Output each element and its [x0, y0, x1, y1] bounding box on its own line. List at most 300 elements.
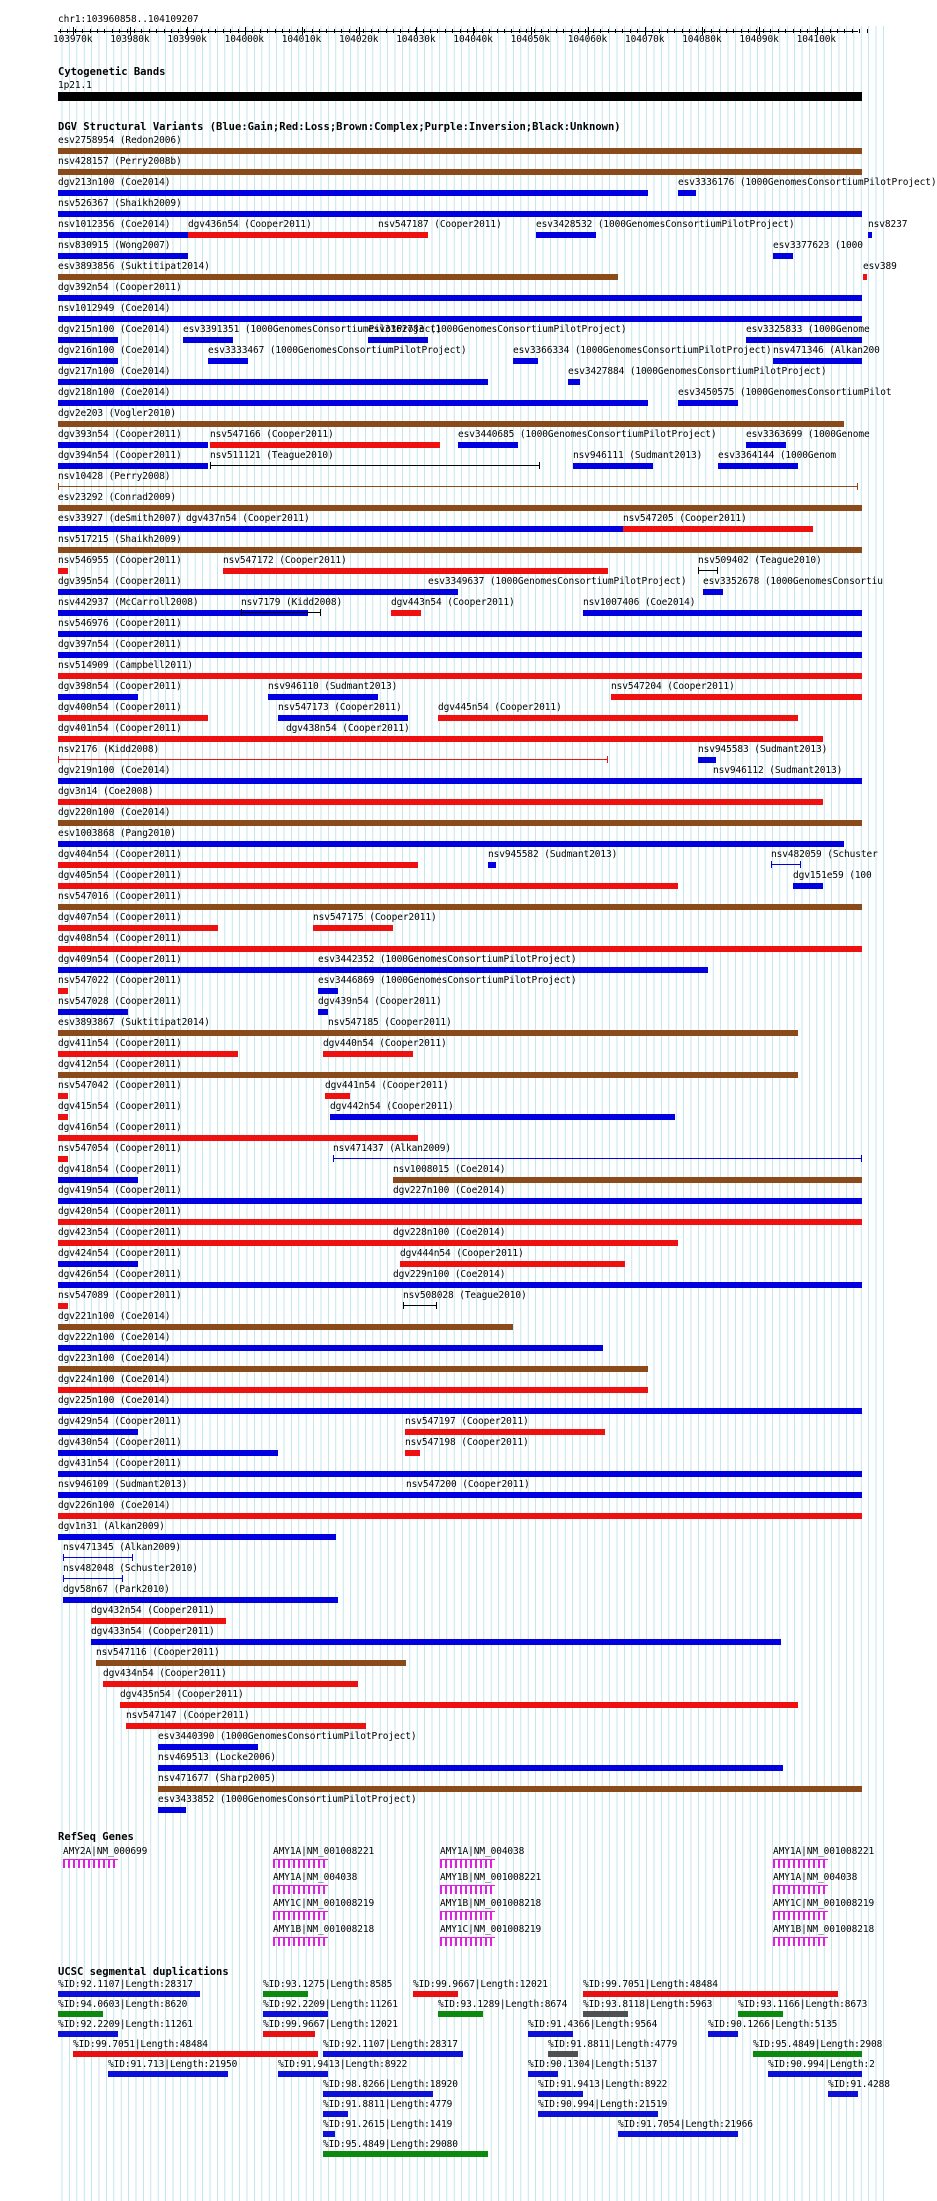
dgv-variant-bar[interactable]	[58, 673, 862, 679]
dgv-variant-bar[interactable]	[698, 570, 718, 571]
dgv-variant-label[interactable]: dgv394n54 (Cooper2011)	[58, 450, 182, 461]
dgv-variant-label[interactable]: nsv945582 (Sudmant2013)	[488, 849, 618, 860]
dgv-variant-bar[interactable]	[323, 1051, 413, 1057]
dgv-track-title[interactable]: DGV Structural Variants (Blue:Gain;Red:Loss;Brown:Complex;Purple:Inversion;Black:Unknown)	[58, 121, 621, 133]
dgv-variant-label[interactable]: dgv393n54 (Cooper2011)	[58, 429, 182, 440]
dgv-variant-label[interactable]: nsv526367 (Shaikh2009)	[58, 198, 182, 209]
dgv-variant-label[interactable]: dgv221n100 (Coe2014)	[58, 1311, 171, 1322]
dgv-variant-bar[interactable]	[58, 631, 862, 637]
dgv-variant-label[interactable]: dgv440n54 (Cooper2011)	[323, 1038, 447, 1049]
refseq-gene-glyph[interactable]	[440, 1859, 495, 1868]
dgv-variant-bar[interactable]	[58, 547, 862, 553]
dgv-variant-label[interactable]: dgv411n54 (Cooper2011)	[58, 1038, 182, 1049]
dgv-variant-label[interactable]: nsv514909 (Campbell2011)	[58, 660, 193, 671]
dgv-variant-bar[interactable]	[403, 1305, 437, 1306]
dgv-variant-label[interactable]: dgv218n100 (Coe2014)	[58, 387, 171, 398]
segdup-label[interactable]: %ID:99.9667|Length:12021	[263, 2019, 398, 2030]
segdup-bar[interactable]	[73, 2051, 318, 2057]
refseq-gene-label[interactable]: AMY1A|NM_004038	[440, 1846, 525, 1857]
dgv-variant-bar[interactable]	[58, 1492, 862, 1498]
dgv-variant-bar[interactable]	[158, 1765, 783, 1771]
refseq-gene-glyph[interactable]	[63, 1859, 118, 1868]
dgv-variant-label[interactable]: esv1003868 (Pang2010)	[58, 828, 177, 839]
dgv-variant-label[interactable]: nsv517215 (Shaikh2009)	[58, 534, 182, 545]
dgv-variant-bar[interactable]	[58, 1009, 128, 1015]
dgv-variant-label[interactable]: nsv1012949 (Coe2014)	[58, 303, 171, 314]
dgv-variant-bar[interactable]	[58, 1093, 68, 1099]
dgv-variant-bar[interactable]	[58, 946, 862, 952]
dgv-variant-label[interactable]: nsv547175 (Cooper2011)	[313, 912, 437, 923]
dgv-variant-label[interactable]: dgv432n54 (Cooper2011)	[91, 1605, 215, 1616]
dgv-variant-bar[interactable]	[120, 1702, 798, 1708]
dgv-variant-label[interactable]: dgv423n54 (Cooper2011)	[58, 1227, 182, 1238]
segdup-label[interactable]: %ID:98.8266|Length:18920	[323, 2079, 458, 2090]
dgv-variant-bar[interactable]	[746, 442, 786, 448]
dgv-variant-bar[interactable]	[58, 505, 862, 511]
segdup-label[interactable]: %ID:94.0603|Length:8620	[58, 1999, 188, 2010]
segdup-label[interactable]: %ID:99.7051|Length:48484	[583, 1979, 718, 1990]
dgv-variant-label[interactable]: dgv409n54 (Cooper2011)	[58, 954, 182, 965]
dgv-variant-bar[interactable]	[793, 883, 823, 889]
dgv-variant-label[interactable]: nsv945583 (Sudmant2013)	[698, 744, 828, 755]
dgv-variant-label[interactable]: nsv1008015 (Coe2014)	[393, 1164, 506, 1175]
dgv-variant-bar[interactable]	[58, 526, 186, 532]
segdup-label[interactable]: %ID:91.8811|Length:4779	[323, 2099, 453, 2110]
dgv-variant-label[interactable]: nsv10428 (Perry2008)	[58, 471, 171, 482]
dgv-variant-bar[interactable]	[58, 820, 862, 826]
dgv-variant-bar[interactable]	[58, 463, 208, 469]
dgv-variant-bar[interactable]	[58, 1198, 862, 1204]
dgv-variant-bar[interactable]	[58, 883, 678, 889]
segdup-track-title[interactable]: UCSC segmental duplications	[58, 1966, 229, 1978]
segdup-label[interactable]: %ID:92.2209|Length:11261	[263, 1999, 398, 2010]
dgv-variant-label[interactable]: dgv441n54 (Cooper2011)	[325, 1080, 449, 1091]
refseq-track-title[interactable]: RefSeq Genes	[58, 1831, 134, 1843]
segdup-bar[interactable]	[263, 1991, 308, 1997]
dgv-variant-bar[interactable]	[698, 757, 716, 763]
dgv-variant-label[interactable]: nsv547042 (Cooper2011)	[58, 1080, 182, 1091]
dgv-variant-bar[interactable]	[58, 379, 488, 385]
dgv-variant-label[interactable]: dgv415n54 (Cooper2011)	[58, 1101, 182, 1112]
dgv-variant-label[interactable]: nsv547028 (Cooper2011)	[58, 996, 182, 1007]
dgv-variant-label[interactable]: dgv442n54 (Cooper2011)	[330, 1101, 454, 1112]
dgv-variant-bar[interactable]	[186, 526, 686, 532]
dgv-variant-label[interactable]: nsv547198 (Cooper2011)	[405, 1437, 529, 1448]
segdup-bar[interactable]	[583, 2011, 628, 2017]
dgv-variant-label[interactable]: esv3336176 (1000GenomesConsortiumPilotProject)	[678, 177, 937, 188]
segdup-label[interactable]: %ID:90.994|Length:2	[768, 2059, 875, 2070]
dgv-variant-label[interactable]: esv3427884 (1000GenomesConsortiumPilotProject)	[568, 366, 827, 377]
dgv-variant-bar[interactable]	[58, 486, 858, 487]
dgv-variant-label[interactable]: nsv547200 (Cooper2011)	[406, 1479, 530, 1490]
dgv-variant-label[interactable]: nsv7179 (Kidd2008)	[241, 597, 343, 608]
dgv-variant-bar[interactable]	[58, 211, 862, 217]
refseq-gene-label[interactable]: AMY1C|NM_001008219	[440, 1924, 542, 1935]
segdup-label[interactable]: %ID:93.1275|Length:8585	[263, 1979, 393, 1990]
dgv-variant-label[interactable]: nsv469513 (Locke2006)	[158, 1752, 277, 1763]
segdup-bar[interactable]	[323, 2151, 488, 2157]
dgv-variant-bar[interactable]	[58, 1282, 862, 1288]
segdup-bar[interactable]	[58, 2011, 103, 2017]
segdup-label[interactable]: %ID:91.9413|Length:8922	[538, 2079, 668, 2090]
refseq-gene-glyph[interactable]	[773, 1911, 828, 1920]
dgv-variant-label[interactable]: nsv830915 (Wong2007)	[58, 240, 171, 251]
dgv-variant-label[interactable]: dgv2e203 (Vogler2010)	[58, 408, 177, 419]
dgv-variant-label[interactable]: esv3893867 (Suktitipat2014)	[58, 1017, 210, 1028]
dgv-variant-label[interactable]: esv3363699 (1000Genome	[746, 429, 870, 440]
dgv-variant-label[interactable]: dgv408n54 (Cooper2011)	[58, 933, 182, 944]
dgv-variant-bar[interactable]	[268, 694, 378, 700]
segdup-bar[interactable]	[528, 2071, 558, 2077]
dgv-variant-bar[interactable]	[58, 988, 68, 994]
dgv-variant-bar[interactable]	[58, 1408, 862, 1414]
dgv-variant-bar[interactable]	[126, 1723, 366, 1729]
dgv-variant-bar[interactable]	[318, 1009, 328, 1015]
refseq-gene-glyph[interactable]	[273, 1885, 328, 1894]
dgv-variant-label[interactable]: dgv1n31 (Alkan2009)	[58, 1521, 165, 1532]
dgv-variant-label[interactable]: nsv547205 (Cooper2011)	[623, 513, 747, 524]
dgv-variant-bar[interactable]	[63, 1557, 133, 1558]
dgv-variant-label[interactable]: dgv229n100 (Coe2014)	[393, 1269, 506, 1280]
dgv-variant-bar[interactable]	[63, 1578, 123, 1579]
dgv-variant-label[interactable]: nsv508028 (Teague2010)	[403, 1290, 527, 1301]
refseq-gene-label[interactable]: AMY1B|NM_001008221	[440, 1872, 542, 1883]
dgv-variant-label[interactable]: dgv404n54 (Cooper2011)	[58, 849, 182, 860]
segdup-bar[interactable]	[263, 2011, 328, 2017]
dgv-variant-bar[interactable]	[58, 442, 208, 448]
dgv-variant-bar[interactable]	[678, 190, 696, 196]
segdup-label[interactable]: %ID:92.1107|Length:28317	[58, 1979, 193, 1990]
dgv-variant-label[interactable]: nsv482048 (Schuster2010)	[63, 1563, 198, 1574]
segdup-bar[interactable]	[438, 2011, 483, 2017]
dgv-variant-label[interactable]: nsv547185 (Cooper2011)	[328, 1017, 452, 1028]
segdup-bar[interactable]	[618, 2131, 738, 2137]
dgv-variant-label[interactable]: dgv444n54 (Cooper2011)	[400, 1248, 524, 1259]
dgv-variant-label[interactable]: nsv946109 (Sudmant2013)	[58, 1479, 188, 1490]
dgv-variant-bar[interactable]	[678, 400, 738, 406]
dgv-variant-label[interactable]: nsv428157 (Perry2008b)	[58, 156, 182, 167]
dgv-variant-bar[interactable]	[58, 1072, 798, 1078]
dgv-variant-bar[interactable]	[325, 1093, 350, 1099]
segdup-bar[interactable]	[58, 1991, 200, 1997]
segdup-label[interactable]: %ID:90.1266|Length:5135	[708, 2019, 838, 2030]
dgv-variant-label[interactable]: nsv509402 (Teague2010)	[698, 555, 822, 566]
dgv-variant-label[interactable]: dgv416n54 (Cooper2011)	[58, 1122, 182, 1133]
dgv-variant-label[interactable]: nsv471437 (Alkan2009)	[333, 1143, 452, 1154]
dgv-variant-label[interactable]: dgv226n100 (Coe2014)	[58, 1500, 171, 1511]
dgv-variant-bar[interactable]	[368, 337, 428, 343]
dgv-variant-label[interactable]: dgv431n54 (Cooper2011)	[58, 1458, 182, 1469]
dgv-variant-bar[interactable]	[58, 358, 118, 364]
dgv-variant-label[interactable]: dgv433n54 (Cooper2011)	[91, 1626, 215, 1637]
refseq-gene-label[interactable]: AMY1C|NM_001008219	[773, 1898, 875, 1909]
dgv-variant-label[interactable]: esv3352678 (1000GenomesConsortiu	[703, 576, 883, 587]
dgv-variant-label[interactable]: esv3377623 (1000	[773, 240, 863, 251]
dgv-variant-bar[interactable]	[333, 1158, 862, 1159]
dgv-variant-label[interactable]: esv2758954 (Redon2006)	[58, 135, 182, 146]
segdup-bar[interactable]	[58, 2031, 118, 2037]
dgv-variant-label[interactable]: esv3366334 (1000GenomesConsortiumPilotProject)	[513, 345, 772, 356]
dgv-variant-bar[interactable]	[868, 232, 872, 238]
dgv-variant-bar[interactable]	[58, 1219, 862, 1225]
dgv-variant-bar[interactable]	[158, 1744, 258, 1750]
dgv-variant-label[interactable]: nsv482059 (Schuster	[771, 849, 878, 860]
segdup-label[interactable]: %ID:93.1289|Length:8674	[438, 1999, 568, 2010]
dgv-variant-bar[interactable]	[58, 1345, 603, 1351]
dgv-variant-bar[interactable]	[91, 1639, 781, 1645]
dgv-variant-bar[interactable]	[623, 526, 813, 532]
dgv-variant-label[interactable]: dgv398n54 (Cooper2011)	[58, 681, 182, 692]
segdup-bar[interactable]	[323, 2111, 348, 2117]
dgv-variant-bar[interactable]	[718, 463, 798, 469]
dgv-variant-bar[interactable]	[703, 589, 723, 595]
dgv-variant-bar[interactable]	[58, 736, 823, 742]
dgv-variant-bar[interactable]	[58, 1135, 418, 1141]
dgv-variant-label[interactable]: nsv547022 (Cooper2011)	[58, 975, 182, 986]
dgv-variant-bar[interactable]	[103, 1681, 358, 1687]
dgv-variant-bar[interactable]	[438, 715, 798, 721]
dgv-variant-label[interactable]: nsv547187 (Cooper2011)	[378, 219, 502, 230]
dgv-variant-bar[interactable]	[278, 715, 408, 721]
dgv-variant-bar[interactable]	[746, 337, 862, 343]
dgv-variant-label[interactable]: esv23292 (Conrad2009)	[58, 492, 177, 503]
dgv-variant-label[interactable]: dgv395n54 (Cooper2011)	[58, 576, 182, 587]
segdup-bar[interactable]	[828, 2091, 858, 2097]
segdup-bar[interactable]	[538, 2091, 583, 2097]
dgv-variant-label[interactable]: dgv435n54 (Cooper2011)	[120, 1689, 244, 1700]
dgv-variant-label[interactable]: dgv227n100 (Coe2014)	[393, 1185, 506, 1196]
dgv-variant-label[interactable]: nsv547204 (Cooper2011)	[611, 681, 735, 692]
segdup-label[interactable]: %ID:93.1166|Length:8673	[738, 1999, 868, 2010]
dgv-variant-label[interactable]: nsv471345 (Alkan2009)	[63, 1542, 182, 1553]
segdup-bar[interactable]	[108, 2071, 228, 2077]
dgv-variant-bar[interactable]	[400, 1261, 625, 1267]
refseq-gene-glyph[interactable]	[773, 1885, 828, 1894]
dgv-variant-bar[interactable]	[771, 864, 801, 865]
dgv-variant-label[interactable]: esv3442352 (1000GenomesConsortiumPilotProject)	[318, 954, 577, 965]
segdup-bar[interactable]	[548, 2051, 578, 2057]
refseq-gene-glyph[interactable]	[440, 1911, 495, 1920]
dgv-variant-label[interactable]: nsv546976 (Cooper2011)	[58, 618, 182, 629]
dgv-variant-label[interactable]: esv3893856 (Suktitipat2014)	[58, 261, 210, 272]
segdup-label[interactable]: %ID:91.2615|Length:1419	[323, 2119, 453, 2130]
segdup-label[interactable]: %ID:95.4849|Length:29080	[323, 2139, 458, 2150]
dgv-variant-label[interactable]: dgv216n100 (Coe2014)	[58, 345, 171, 356]
dgv-variant-label[interactable]: dgv223n100 (Coe2014)	[58, 1353, 171, 1364]
dgv-variant-bar[interactable]	[58, 1177, 138, 1183]
dgv-variant-label[interactable]: dgv224n100 (Coe2014)	[58, 1374, 171, 1385]
refseq-gene-glyph[interactable]	[773, 1859, 828, 1868]
dgv-variant-label[interactable]: nsv442937 (McCarroll2008)	[58, 597, 199, 608]
dgv-variant-bar[interactable]	[58, 316, 862, 322]
dgv-variant-bar[interactable]	[58, 568, 68, 574]
dgv-variant-bar[interactable]	[58, 841, 844, 847]
dgv-variant-bar[interactable]	[405, 1450, 420, 1456]
dgv-variant-label[interactable]: dgv439n54 (Cooper2011)	[318, 996, 442, 1007]
segdup-label[interactable]: %ID:95.4849|Length:2908	[753, 2039, 883, 2050]
dgv-variant-bar[interactable]	[58, 190, 648, 196]
dgv-variant-bar[interactable]	[58, 169, 862, 175]
refseq-gene-label[interactable]: AMY1C|NM_001008219	[273, 1898, 375, 1909]
dgv-variant-bar[interactable]	[58, 967, 708, 973]
dgv-variant-bar[interactable]	[58, 1114, 68, 1120]
dgv-variant-bar[interactable]	[58, 337, 118, 343]
segdup-bar[interactable]	[323, 2091, 433, 2097]
refseq-gene-label[interactable]: AMY1A|NM_004038	[273, 1872, 358, 1883]
dgv-variant-label[interactable]: nsv547173 (Cooper2011)	[278, 702, 402, 713]
dgv-variant-bar[interactable]	[58, 904, 862, 910]
dgv-variant-bar[interactable]	[513, 358, 538, 364]
dgv-variant-label[interactable]: dgv436n54 (Cooper2011)	[188, 219, 312, 230]
dgv-variant-label[interactable]: dgv407n54 (Cooper2011)	[58, 912, 182, 923]
segdup-label[interactable]: %ID:92.1107|Length:28317	[323, 2039, 458, 2050]
dgv-variant-bar[interactable]	[91, 1618, 226, 1624]
dgv-variant-label[interactable]: esv3440390 (1000GenomesConsortiumPilotProject)	[158, 1731, 417, 1742]
dgv-variant-bar[interactable]	[58, 759, 608, 760]
dgv-variant-label[interactable]: esv3391351 (1000GenomesConsortiumPilotProject)	[183, 324, 442, 335]
segdup-bar[interactable]	[738, 2011, 783, 2017]
dgv-variant-bar[interactable]	[58, 1387, 648, 1393]
dgv-variant-label[interactable]: nsv546955 (Cooper2011)	[58, 555, 182, 566]
segdup-bar[interactable]	[768, 2071, 862, 2077]
dgv-variant-bar[interactable]	[58, 1471, 862, 1477]
dgv-variant-label[interactable]: nsv547197 (Cooper2011)	[405, 1416, 529, 1427]
dgv-variant-label[interactable]: esv3333467 (1000GenomesConsortiumPilotProject)	[208, 345, 467, 356]
dgv-variant-bar[interactable]	[58, 925, 218, 931]
dgv-variant-bar[interactable]	[58, 1303, 68, 1309]
dgv-variant-bar[interactable]	[378, 232, 428, 238]
cytoband-track-title[interactable]: Cytogenetic Bands	[58, 66, 166, 78]
segdup-bar[interactable]	[528, 2031, 573, 2037]
dgv-variant-bar[interactable]	[158, 1807, 186, 1813]
dgv-variant-label[interactable]: esv3325833 (1000Genome	[746, 324, 870, 335]
dgv-variant-label[interactable]: nsv471677 (Sharp2005)	[158, 1773, 277, 1784]
dgv-variant-bar[interactable]	[391, 610, 421, 616]
dgv-variant-label[interactable]: nsv946112 (Sudmant2013)	[713, 765, 843, 776]
dgv-variant-bar[interactable]	[318, 988, 338, 994]
segdup-label[interactable]: %ID:90.994|Length:21519	[538, 2099, 668, 2110]
refseq-gene-glyph[interactable]	[440, 1937, 495, 1946]
dgv-variant-label[interactable]: esv3362783 (1000GenomesConsortiumPilotProject)	[368, 324, 627, 335]
dgv-variant-bar[interactable]	[536, 232, 596, 238]
dgv-variant-bar[interactable]	[58, 1030, 798, 1036]
dgv-variant-bar[interactable]	[58, 400, 648, 406]
refseq-gene-glyph[interactable]	[273, 1937, 328, 1946]
dgv-variant-label[interactable]: dgv3n14 (Coe2008)	[58, 786, 154, 797]
dgv-variant-label[interactable]: nsv2176 (Kidd2008)	[58, 744, 160, 755]
segdup-bar[interactable]	[538, 2111, 658, 2117]
dgv-variant-bar[interactable]	[58, 1450, 278, 1456]
refseq-gene-label[interactable]: AMY1A|NM_001008221	[773, 1846, 875, 1857]
dgv-variant-label[interactable]: nsv547016 (Cooper2011)	[58, 891, 182, 902]
dgv-variant-label[interactable]: esv3440685 (1000GenomesConsortiumPilotProject)	[458, 429, 717, 440]
dgv-variant-label[interactable]: dgv400n54 (Cooper2011)	[58, 702, 182, 713]
refseq-gene-glyph[interactable]	[273, 1911, 328, 1920]
dgv-variant-bar[interactable]	[318, 967, 378, 973]
segdup-label[interactable]: %ID:99.9667|Length:12021	[413, 1979, 548, 1990]
dgv-variant-bar[interactable]	[58, 1261, 138, 1267]
dgv-variant-label[interactable]: dgv418n54 (Cooper2011)	[58, 1164, 182, 1175]
dgv-variant-bar[interactable]	[313, 925, 393, 931]
segdup-label[interactable]: %ID:99.7051|Length:48484	[73, 2039, 208, 2050]
dgv-variant-bar[interactable]	[58, 232, 188, 238]
dgv-variant-bar[interactable]	[63, 1597, 338, 1603]
dgv-variant-label[interactable]: nsv946111 (Sudmant2013)	[573, 450, 703, 461]
dgv-variant-label[interactable]: dgv228n100 (Coe2014)	[393, 1227, 506, 1238]
segdup-label[interactable]: %ID:91.4366|Length:9564	[528, 2019, 658, 2030]
dgv-variant-bar[interactable]	[488, 862, 496, 868]
dgv-variant-bar[interactable]	[405, 1429, 605, 1435]
dgv-variant-label[interactable]: esv33927 (deSmith2007)	[58, 513, 182, 524]
dgv-variant-bar[interactable]	[583, 610, 862, 616]
dgv-variant-label[interactable]: esv3364144 (1000Genom	[718, 450, 837, 461]
dgv-variant-bar[interactable]	[458, 442, 518, 448]
dgv-variant-bar[interactable]	[58, 253, 188, 259]
dgv-variant-label[interactable]: nsv471346 (Alkan200	[773, 345, 880, 356]
dgv-variant-label[interactable]: esv3450575 (1000GenomesConsortiumPilot	[678, 387, 892, 398]
dgv-variant-label[interactable]: nsv1012356 (Coe2014)	[58, 219, 171, 230]
dgv-variant-label[interactable]: nsv547116 (Cooper2011)	[96, 1647, 220, 1658]
segdup-label[interactable]: %ID:91.7054|Length:21966	[618, 2119, 753, 2130]
dgv-variant-bar[interactable]	[428, 589, 458, 595]
dgv-variant-label[interactable]: esv3446869 (1000GenomesConsortiumPilotProject)	[318, 975, 577, 986]
dgv-variant-label[interactable]: nsv547172 (Cooper2011)	[223, 555, 347, 566]
dgv-variant-label[interactable]: dgv445n54 (Cooper2011)	[438, 702, 562, 713]
dgv-variant-label[interactable]: nsv1007406 (Coe2014)	[583, 597, 696, 608]
dgv-variant-label[interactable]: dgv217n100 (Coe2014)	[58, 366, 171, 377]
segdup-label[interactable]: %ID:91.8811|Length:4779	[548, 2039, 678, 2050]
dgv-variant-bar[interactable]	[58, 1324, 513, 1330]
dgv-variant-label[interactable]: nsv547089 (Cooper2011)	[58, 1290, 182, 1301]
refseq-gene-label[interactable]: AMY2A|NM_000699	[63, 1846, 148, 1857]
dgv-variant-label[interactable]: nsv547166 (Cooper2011)	[210, 429, 334, 440]
refseq-gene-glyph[interactable]	[773, 1937, 828, 1946]
dgv-variant-label[interactable]: nsv547054 (Cooper2011)	[58, 1143, 182, 1154]
dgv-variant-bar[interactable]	[96, 1660, 406, 1666]
dgv-variant-bar[interactable]	[863, 274, 867, 280]
dgv-variant-label[interactable]: dgv220n100 (Coe2014)	[58, 807, 171, 818]
dgv-variant-label[interactable]: dgv438n54 (Cooper2011)	[286, 723, 410, 734]
dgv-variant-label[interactable]: dgv443n54 (Cooper2011)	[391, 597, 515, 608]
dgv-variant-label[interactable]: dgv222n100 (Coe2014)	[58, 1332, 171, 1343]
dgv-variant-bar[interactable]	[158, 1786, 862, 1792]
segdup-bar[interactable]	[323, 2051, 463, 2057]
refseq-gene-label[interactable]: AMY1B|NM_001008218	[273, 1924, 375, 1935]
segdup-bar[interactable]	[323, 2131, 335, 2137]
dgv-variant-bar[interactable]	[58, 1513, 862, 1519]
dgv-variant-bar[interactable]	[58, 1051, 238, 1057]
dgv-variant-label[interactable]: dgv420n54 (Cooper2011)	[58, 1206, 182, 1217]
dgv-variant-bar[interactable]	[773, 253, 793, 259]
dgv-variant-label[interactable]: esv3349637 (1000GenomesConsortiumPilotProject)	[428, 576, 687, 587]
dgv-variant-label[interactable]: dgv151e59 (100	[793, 870, 872, 881]
segdup-label[interactable]: %ID:91.9413|Length:8922	[278, 2059, 408, 2070]
dgv-variant-bar[interactable]	[58, 1534, 336, 1540]
dgv-variant-label[interactable]: dgv430n54 (Cooper2011)	[58, 1437, 182, 1448]
refseq-gene-label[interactable]: AMY1B|NM_001008218	[773, 1924, 875, 1935]
dgv-variant-bar[interactable]	[58, 421, 844, 427]
dgv-variant-label[interactable]: dgv424n54 (Cooper2011)	[58, 1248, 182, 1259]
segdup-bar[interactable]	[413, 1991, 458, 1997]
dgv-variant-label[interactable]: dgv392n54 (Cooper2011)	[58, 282, 182, 293]
segdup-bar[interactable]	[263, 2031, 315, 2037]
dgv-variant-bar[interactable]	[58, 1366, 648, 1372]
segdup-bar[interactable]	[753, 2051, 862, 2057]
segdup-label[interactable]: %ID:90.1304|Length:5137	[528, 2059, 658, 2070]
refseq-gene-glyph[interactable]	[440, 1885, 495, 1894]
dgv-variant-label[interactable]: nsv946110 (Sudmant2013)	[268, 681, 398, 692]
dgv-variant-label[interactable]: nsv547147 (Cooper2011)	[126, 1710, 250, 1721]
